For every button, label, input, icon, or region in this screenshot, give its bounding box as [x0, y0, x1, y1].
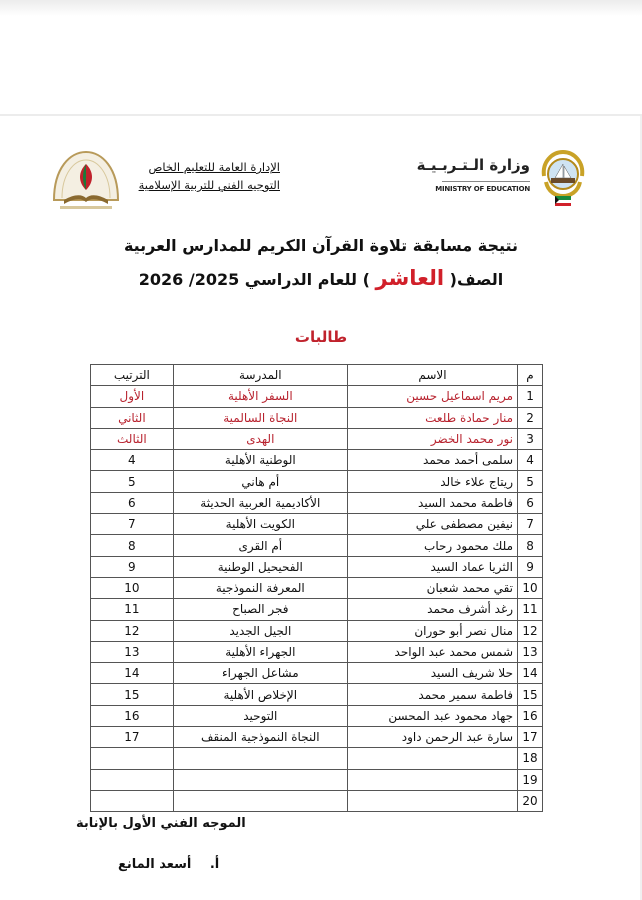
admin-heading — [130, 158, 280, 194]
grade-name: العاشر — [375, 266, 445, 290]
cell-index: 19 — [518, 769, 543, 790]
header-school: المدرسة — [173, 365, 347, 386]
table-row — [91, 535, 543, 556]
cell-index: 15 — [518, 684, 543, 705]
cell-rank: 13 — [91, 641, 174, 662]
cell-school: الكويت الأهلية — [173, 514, 347, 535]
cell-rank — [91, 769, 174, 790]
cell-rank: 17 — [91, 727, 174, 748]
cell-rank: 12 — [91, 620, 174, 641]
cell-rank: 11 — [91, 599, 174, 620]
cell-rank: 6 — [91, 492, 174, 513]
cell-name: سارة عبد الرحمن داود — [347, 727, 517, 748]
cell-school: الهدى — [173, 428, 347, 449]
grade-title — [0, 266, 642, 290]
cell-school: الجيل الجديد — [173, 620, 347, 641]
signature-bullet: أ. — [209, 857, 220, 872]
cell-rank: 16 — [91, 705, 174, 726]
cell-name: جهاد محمود عبد المحسن — [347, 705, 517, 726]
cell-index: 5 — [518, 471, 543, 492]
cell-school: النجاة النموذجية المنقف — [173, 727, 347, 748]
header-index: م — [518, 365, 543, 386]
cell-index: 7 — [518, 514, 543, 535]
table-row — [91, 599, 543, 620]
cell-school: المعرفة النموذجية — [173, 577, 347, 598]
cell-rank: 4 — [91, 450, 174, 471]
cell-index: 3 — [518, 428, 543, 449]
cell-index: 18 — [518, 748, 543, 769]
table-row — [91, 641, 543, 662]
cell-rank: 14 — [91, 663, 174, 684]
cell-school: فجر الصباح — [173, 599, 347, 620]
table-row — [91, 492, 543, 513]
document-title: نتيجة مسابقة تلاوة القرآن الكريم للمدارس العربية — [123, 236, 519, 255]
cell-name: فاطمة سمير محمد — [347, 684, 517, 705]
cell-name: ريتاج علاء خالد — [347, 471, 517, 492]
cell-index: 14 — [518, 663, 543, 684]
cell-school — [173, 748, 347, 769]
admin-line-1: الإدارة العامة للتعليم الخاص — [148, 160, 280, 174]
cell-school: أم القرى — [173, 535, 347, 556]
table-row — [91, 556, 543, 577]
cell-index: 20 — [518, 790, 543, 811]
supervisor-signature — [118, 857, 219, 872]
header-name: الاسم — [347, 365, 517, 386]
table-row — [91, 428, 543, 449]
ministry-logo-rule — [442, 181, 530, 182]
viewer-top-edge — [0, 0, 642, 16]
cell-rank: 9 — [91, 556, 174, 577]
cell-rank: 5 — [91, 471, 174, 492]
cell-name: سلمى أحمد محمد — [347, 450, 517, 471]
table-row — [91, 514, 543, 535]
cell-index: 4 — [518, 450, 543, 471]
cell-school: السفر الأهلية — [173, 386, 347, 407]
cell-name: فاطمة محمد السيد — [347, 492, 517, 513]
cell-index: 17 — [518, 727, 543, 748]
cell-index: 9 — [518, 556, 543, 577]
table-row — [91, 727, 543, 748]
table-row — [91, 407, 543, 428]
cell-index: 2 — [518, 407, 543, 428]
cell-name: تقي محمد شعبان — [347, 577, 517, 598]
cell-index: 1 — [518, 386, 543, 407]
table-header-row — [91, 365, 543, 386]
table-row — [91, 705, 543, 726]
cell-index: 13 — [518, 641, 543, 662]
cell-name: شمس محمد عبد الواحد — [347, 641, 517, 662]
cell-name: الثريا عماد السيد — [347, 556, 517, 577]
cell-index: 16 — [518, 705, 543, 726]
cell-rank — [91, 790, 174, 811]
grade-prefix: الصف( — [449, 270, 504, 289]
table-row — [91, 748, 543, 769]
cell-school: الفحيحيل الوطنية — [173, 556, 347, 577]
cell-school — [173, 769, 347, 790]
table-row — [91, 577, 543, 598]
cell-index: 10 — [518, 577, 543, 598]
cell-school: الوطنية الأهلية — [173, 450, 347, 471]
supervisor-name: أسعد المانع — [118, 857, 192, 872]
cell-name: حلا شريف السيد — [347, 663, 517, 684]
cell-name: نور محمد الخضر — [347, 428, 517, 449]
cell-index: 11 — [518, 599, 543, 620]
cell-school — [173, 790, 347, 811]
table-row — [91, 663, 543, 684]
cell-name: نيفين مصطفى علي — [347, 514, 517, 535]
cell-school: الإخلاص الأهلية — [173, 684, 347, 705]
table-row — [91, 450, 543, 471]
cell-school: النجاة السالمية — [173, 407, 347, 428]
cell-rank: 15 — [91, 684, 174, 705]
ministry-name-en: MINISTRY OF EDUCATION — [435, 185, 530, 193]
cell-name: مريم اسماعيل حسين — [347, 386, 517, 407]
table-row — [91, 471, 543, 492]
cell-school: أم هاني — [173, 471, 347, 492]
results-table — [90, 364, 543, 812]
table-row — [91, 684, 543, 705]
cell-index: 6 — [518, 492, 543, 513]
cell-rank: الثاني — [91, 407, 174, 428]
table-row — [91, 620, 543, 641]
cell-rank — [91, 748, 174, 769]
supervisor-role: الموجه الفني الأول بالإنابة — [76, 816, 246, 831]
islamic-education-logo-icon — [50, 148, 122, 212]
section-label: طالبات — [294, 328, 348, 346]
admin-line-2: التوجيه الفني للتربية الإسلامية — [138, 178, 280, 192]
cell-name — [347, 769, 517, 790]
cell-rank: 10 — [91, 577, 174, 598]
cell-name: منال نصر أبو حوران — [347, 620, 517, 641]
cell-rank: الثالث — [91, 428, 174, 449]
cell-name: رغد أشرف محمد — [347, 599, 517, 620]
ministry-name-ar: وزارة الـتـربـيـة — [416, 156, 530, 174]
table-row — [91, 769, 543, 790]
cell-index: 8 — [518, 535, 543, 556]
table-row — [91, 386, 543, 407]
cell-name — [347, 748, 517, 769]
cell-school: التوحيد — [173, 705, 347, 726]
cell-name — [347, 790, 517, 811]
cell-school: الأكاديمية العربية الحديثة — [173, 492, 347, 513]
cell-rank: الأول — [91, 386, 174, 407]
cell-school: الجهراء الأهلية — [173, 641, 347, 662]
header-rank: الترتيب — [91, 365, 174, 386]
cell-name: ملك محمود رحاب — [347, 535, 517, 556]
cell-school: مشاعل الجهراء — [173, 663, 347, 684]
cell-name: منار حمادة طلعت — [347, 407, 517, 428]
kuwait-emblem-icon — [538, 148, 588, 212]
grade-suffix: ) للعام الدراسي 2025/ 2026 — [138, 270, 370, 289]
table-row — [91, 790, 543, 811]
cell-rank: 7 — [91, 514, 174, 535]
page-divider — [0, 114, 642, 116]
cell-rank: 8 — [91, 535, 174, 556]
cell-index: 12 — [518, 620, 543, 641]
ministry-logo — [416, 148, 588, 212]
